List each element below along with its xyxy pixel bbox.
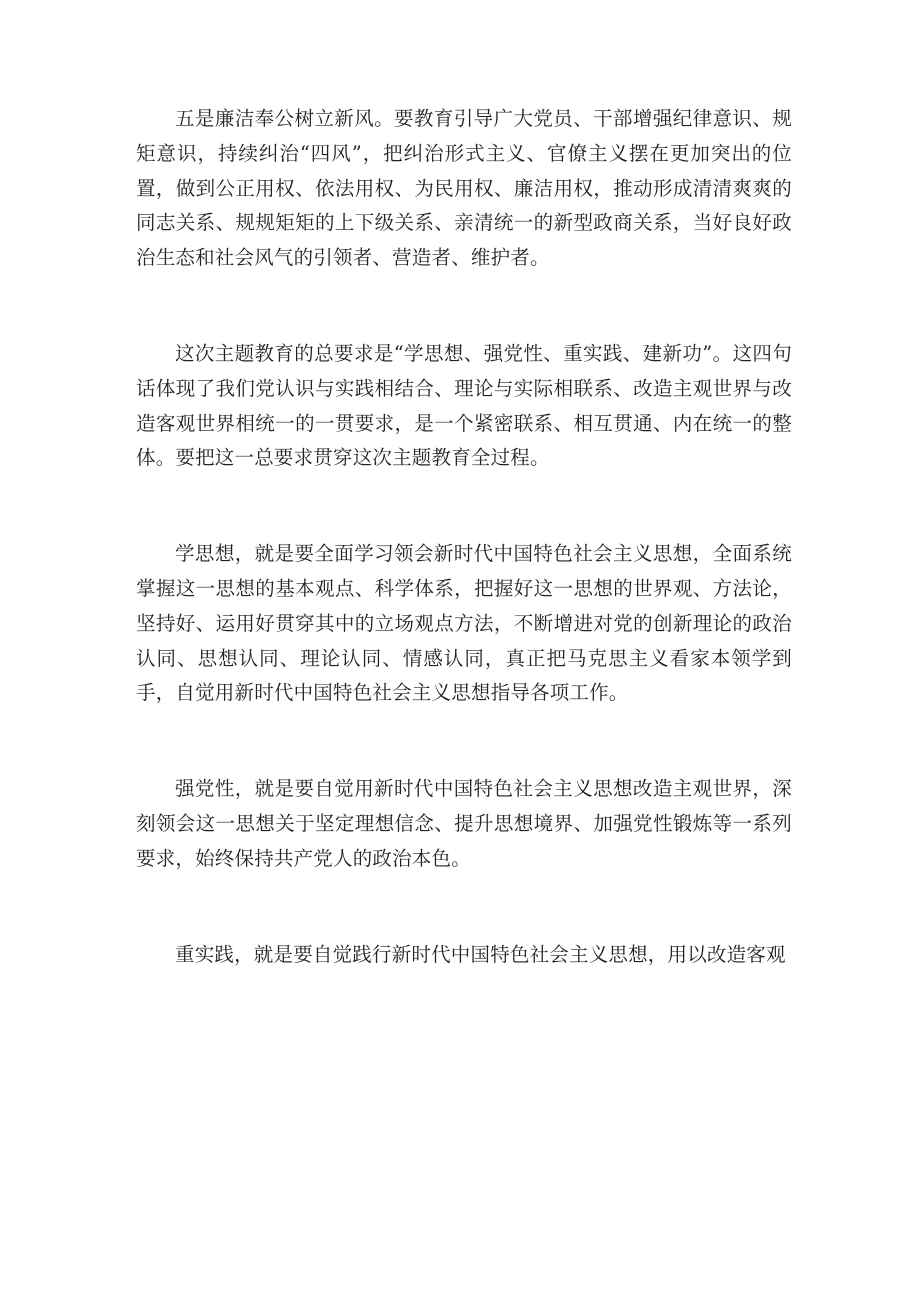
document-body	[136, 102, 792, 1033]
paragraph-emphasize-practice: 重实践，就是要自觉践行新时代中国特色社会主义思想，用以改造客观	[175, 942, 786, 966]
paragraph-study-thought: 学思想，就是要全面学习领会新时代中国特色社会主义思想，全面系统掌握这一思想的基本观点、科学体系，把握好这一思想的世界观、方法论，坚持好、运用好贯穿其中的立场观点方法，不断增进对党的创新理论的政治认同、思想认同、理论认同、情感认同，真正把马克思主义看家本领学到手，自觉用新时代中国特色社会主义思想指导各项工作。	[136, 542, 792, 705]
paragraph-integrity: 五是廉洁奉公树立新风。要教育引导广大党员、干部增强纪律意识、规矩意识，持续纠治“四风”，把纠治形式主义、官僚主义摆在更加突出的位置，做到公正用权、依法用权、为民用权、廉洁用权，推动形成清清爽爽的同志关系、规规矩矩的上下级关系、亲清统一的新型政商关系，当好良好政治生态和社会风气的引领者、营造者、维护者。	[136, 107, 792, 270]
paragraph-general-requirements: 这次主题教育的总要求是“学思想、强党性、重实践、建新功”。这四句话体现了我们党认识与实践相结合、理论与实际相联系、改造主观世界与改造客观世界相统一的一贯要求，是一个紧密联系、相互贯通、内在统一的整体。要把这一总要求贯穿这次主题教育全过程。	[136, 341, 792, 470]
paragraph-strengthen-party-spirit: 强党性，就是要自觉用新时代中国特色社会主义思想改造主观世界，深刻领会这一思想关于坚定理想信念、提升思想境界、加强党性锻炼等一系列要求，始终保持共产党人的政治本色。	[136, 777, 792, 870]
